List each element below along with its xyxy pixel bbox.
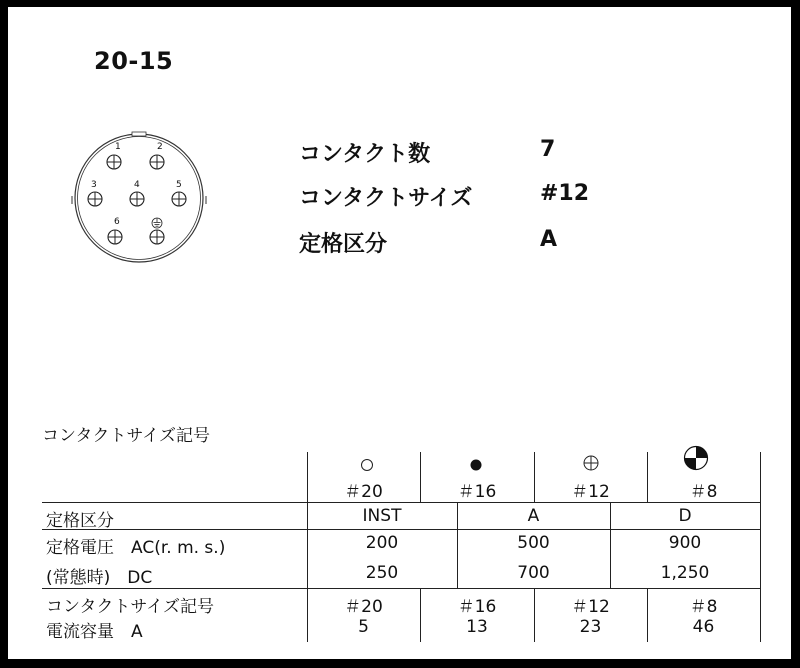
pin-label-6: 6	[114, 217, 120, 227]
quartered-circle-icon	[683, 445, 709, 475]
ac-voltage-a: 500	[517, 533, 550, 553]
table-divider	[42, 502, 761, 503]
pin-label-4: 4	[134, 180, 140, 190]
ground-icon	[151, 214, 163, 233]
crossed-circle-icon	[582, 454, 600, 476]
spec-label-contact-count: コンタクト数	[299, 142, 431, 167]
pin-5-icon	[170, 190, 188, 212]
size-header-16: ＃16	[457, 482, 497, 502]
size-header-8: ＃8	[689, 482, 718, 502]
table-divider	[42, 529, 761, 530]
size-header-20: ＃20	[344, 482, 383, 502]
current-16: 13	[466, 617, 488, 637]
part-number-title: 20-15	[94, 47, 174, 75]
pin-4-icon	[128, 190, 146, 212]
spec-value-contact-size: #12	[540, 181, 590, 206]
pin-label-2: 2	[157, 142, 163, 152]
table-divider	[42, 588, 761, 589]
size-cell-12: ＃12	[571, 597, 610, 617]
row-label-contact-size: コンタクトサイズ記号	[46, 597, 214, 617]
size-header-12: ＃12	[571, 482, 610, 502]
spec-label-rating-class: 定格区分	[299, 232, 388, 257]
size-cell-20: ＃20	[344, 597, 383, 617]
pin-3-icon	[86, 190, 104, 212]
pin-label-3: 3	[91, 180, 97, 190]
ac-voltage-d: 900	[668, 533, 702, 553]
table-caption: コンタクトサイズ記号	[42, 426, 210, 446]
current-20: 5	[358, 617, 369, 637]
pin-label-1: 1	[115, 142, 121, 152]
spec-value-rating-class: A	[540, 227, 558, 252]
rating-a: A	[527, 506, 540, 526]
row-label-current-capacity: 電流容量 A	[46, 622, 143, 642]
dc-voltage-a: 700	[517, 563, 550, 583]
dc-voltage-inst: 250	[365, 563, 399, 583]
pin-2-icon	[148, 153, 166, 175]
row-label-ac-voltage: 定格電圧 AC(r. m. s.)	[46, 538, 226, 558]
size-cell-16: ＃16	[457, 597, 497, 617]
spec-card	[8, 7, 791, 659]
pin-1-icon	[105, 153, 123, 175]
rating-d: D	[678, 506, 692, 526]
current-8: 46	[692, 617, 715, 637]
pin-6-icon	[106, 228, 124, 250]
spec-label-contact-size: コンタクトサイズ	[299, 186, 473, 211]
table-divider	[760, 452, 761, 642]
size-cell-8: ＃8	[689, 597, 718, 617]
spec-value-contact-count: 7	[540, 137, 556, 162]
row-label-rating-class: 定格区分	[46, 511, 114, 531]
ac-voltage-inst: 200	[365, 533, 399, 553]
filled-circle-icon	[469, 457, 483, 476]
pin-label-5: 5	[176, 180, 182, 190]
open-circle-icon	[360, 457, 374, 476]
row-label-dc-voltage: (常態時) DC	[46, 568, 153, 588]
dc-voltage-d: 1,250	[660, 563, 710, 583]
rating-inst: INST	[362, 506, 402, 526]
current-12: 23	[579, 617, 602, 637]
